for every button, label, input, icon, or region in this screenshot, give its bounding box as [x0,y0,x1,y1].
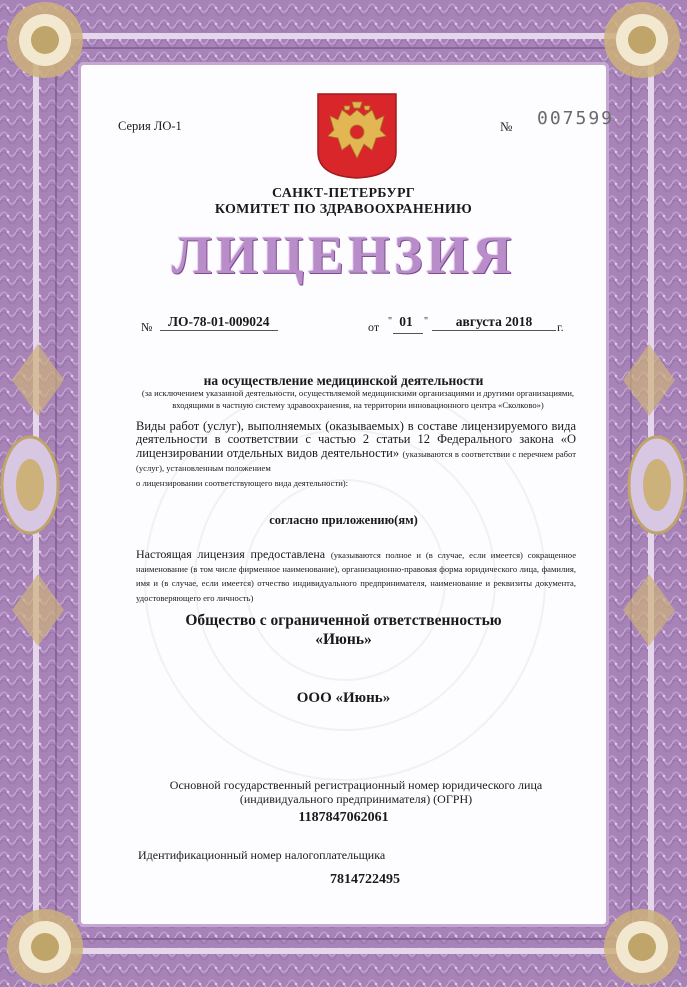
license-number-sign: № [141,320,153,334]
license-date-from-label: от [368,320,380,334]
works-note-continued: о лицензировании соответствующего вида деятельности): [136,478,349,488]
date-day-underline [393,333,423,334]
organization-full-name-line1: Общество с ограниченной ответственностью [185,612,502,629]
activity-title: на осуществление медицинской деятельности [203,373,484,388]
issuer-city: САНКТ-ПЕТЕРБУРГ [271,186,416,201]
document-number: 007599 [537,108,615,129]
grant-paragraph [136,548,576,605]
organization-full-name-line2: «Июнь» [315,631,372,648]
grant-note: (указываются полное и (в случае, если имеется) сокращенное наименование (в том числе фирменное наименование), организационно-правовая форма юридического лица, фамилия, имя и (в случае, если имеется) отчество индивидуального предпринимателя, наименование и реквизиты документа, удостоверяющего его личность) [136,550,577,603]
coat-of-arms-icon [316,92,398,180]
date-open-quote: " [388,316,393,327]
inn-label: Идентификационный номер налогоплательщика [138,848,386,862]
license-date-month-year: августа 2018 [432,314,556,331]
series-label: Серия ЛО-1 [118,119,182,133]
grant-text: Настоящая лицензия предоставлена [136,547,326,561]
organization-short-name: ООО «Июнь» [296,690,391,706]
document-title: ЛИЦЕНЗИЯ [171,225,516,285]
issuer-committee: КОМИТЕТ ПО ЗДРАВООХРАНЕНИЮ [214,202,473,217]
activity-exclusion-note: (за исключением указанной деятельности, осуществляемой медицинскими организациями и другими организациями, входящими в частную систему здравоохранения, на территории инновационного центра «Сколково») [141,388,575,410]
works-paragraph [136,420,576,476]
ogrn-label: Основной государственный регистрационный номер юридического лица (индивидуального предпринимателя) (ОГРН) [169,778,543,806]
date-close-quote: " [424,316,429,327]
works-text: Виды работ (услуг), выполняемых (оказываемых) в составе лицензируемого вида деятельности в соответствии с частью 2 статьи 12 Федерального закона «О лицензировании отдельных видов деятельности» [136,419,576,460]
ogrn-value: 1187847062061 [298,810,389,825]
license-date-year-suffix: г. [557,320,564,334]
works-accordance: согласно приложению(ям) [269,513,418,527]
license-date-day: 01 [399,314,413,329]
document-number-sign: № [500,119,513,134]
license-number: ЛО-78-01-009024 [160,314,278,331]
inn-value: 7814722495 [330,872,400,887]
works-note: (указываются в соответствии с перечнем работ (услуг), установленным положением [136,448,576,474]
